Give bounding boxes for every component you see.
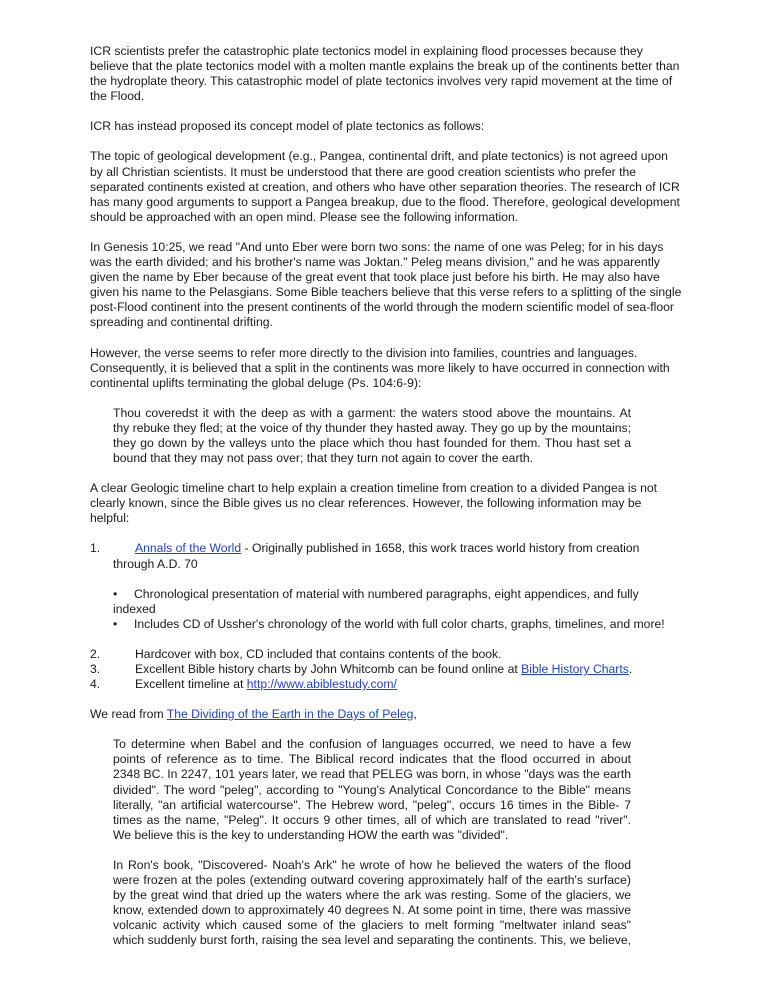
bullet-item bbox=[113, 617, 682, 632]
list-number: 4. bbox=[90, 677, 101, 692]
punctuation: . bbox=[628, 662, 633, 676]
list-item-text: - Originally published in 1658, this work traces world history from creation through A.D. 70 bbox=[113, 541, 640, 571]
list-item-4 bbox=[90, 677, 682, 692]
abiblestudy-link[interactable]: http://www.abiblestudy.com/ bbox=[246, 677, 397, 692]
bullet-list bbox=[113, 587, 682, 632]
list-item-3 bbox=[90, 662, 682, 677]
quote-rons-book: In Ron's book, "Discovered- Noah's Ark" he wrote of how he believed the waters of the flood were frozen at the poles (extending outward covering approximately half of the earth's surface) by the great wind that dried up the waters where the ark was resting. Some of the glaciers, we know, extended down to approximately 40 degrees N. At some point in time, there was massive volcanic activity which caused some of the glaciers to melt forming "meltwater inland seas" which suddenly burst forth, raising the sea level and separating the continents. This, we believe, bbox=[113, 857, 631, 948]
list-item-2 bbox=[90, 647, 682, 662]
bullet-icon: • bbox=[113, 616, 118, 631]
paragraph-timeline-chart: A clear Geologic timeline chart to help explain a creation timeline from creation to a divided Pangea is not clearly known, since the Bible gives us no clear references. However, the following information may be helpful: bbox=[90, 481, 658, 526]
annals-of-the-world-link[interactable]: Annals of the World bbox=[135, 541, 242, 556]
bullet-text: Includes CD of Ussher's chronology of the world with full color charts, graphs, timelines, and more! bbox=[134, 616, 665, 631]
bullet-text: Chronological presentation of material with numbered paragraphs, eight appendices, and fully indexed bbox=[113, 586, 639, 616]
bible-history-charts-link[interactable]: Bible History Charts bbox=[521, 662, 629, 676]
paragraph-however: However, the verse seems to refer more directly to the division into families, countries and languages. Consequently, it is believed that a split in the continents was more likely to have occurred in connection with continental uplifts terminating the global deluge (Ps. 104:6-9): bbox=[90, 345, 670, 390]
list-item-text: Excellent Bible history charts by John Whitcomb can be found online at bbox=[135, 662, 522, 676]
document-page bbox=[90, 44, 682, 964]
paragraph-icr-proposed: ICR has instead proposed its concept model of plate tectonics as follows: bbox=[90, 119, 485, 134]
list-item-text: Excellent timeline at bbox=[135, 677, 247, 692]
intro-text: We read from bbox=[90, 707, 167, 722]
punctuation: , bbox=[413, 707, 417, 722]
list-item-text: Hardcover with box, CD included that contains contents of the book. bbox=[135, 646, 502, 661]
numbered-list bbox=[90, 647, 682, 692]
list-number: 1. bbox=[90, 541, 101, 556]
list-number: 3. bbox=[90, 662, 101, 676]
paragraph-geological-development: The topic of geological development (e.g., Pangea, continental drift, and plate tectonics) is not agreed upon by all Christian scientists. It must be understood that there are good creation scientists who prefer the separated continents existed at creation, and others who have other separation theories. The research of ICR has many good arguments to support a Pangea breakup, due to the flood. Therefore, geological development should be approached with an open mind. Please see the following information. bbox=[90, 149, 680, 224]
paragraph-genesis: In Genesis 10:25, we read "And unto Eber were born two sons: the name of one was Peleg; for in his days was the earth divided; and his brother's name was Joktan." Peleg means division," and he was apparently given the name by Eber because of the great event that took place just before his birth. He may also have given his name to the Pelasgians. Some Bible teachers believe that this verse refers to a splitting of the single post-Flood continent into the present continents of the world through the modern scientific model of sea-floor spreading and continental drifting. bbox=[90, 239, 682, 330]
paragraph-we-read-from bbox=[90, 707, 682, 722]
dividing-of-earth-link[interactable]: The Dividing of the Earth in the Days of Peleg bbox=[166, 707, 414, 722]
paragraph-icr-catastrophic: ICR scientists prefer the catastrophic plate tectonics model in explaining flood processes because they believe that the plate tectonics model with a molten mantle explains the break up of the continents better than the hydroplate theory. This catastrophic model of plate tectonics involves very rapid movement at the time of the Flood. bbox=[90, 44, 680, 104]
quote-babel: To determine when Babel and the confusion of languages occurred, we need to have a few points of reference as to time. The Biblical record indicates that the flood occurred in about 2348 BC. In 2247, 101 years later, we read that PELEG was born, in whose "days was the earth divided". The word "peleg", according to "Young's Analytical Concordance to the Bible" means literally, "an artificial watercourse". The Hebrew word, "peleg", occurs 16 times in the Bible- 7 times as the name, "Peleg". It occurs 9 other times, all of which are translated to read "river". We believe this is the key to understanding HOW the earth was "divided". bbox=[113, 737, 631, 842]
list-item-1 bbox=[90, 541, 682, 571]
bullet-item bbox=[113, 587, 682, 617]
quote-psalm: Thou coveredst it with the deep as with a garment: the waters stood above the mountains. At thy rebuke they fled; at the voice of thy thunder they hasted away. They go up by the mountains; they go down by the valleys unto the place which thou hast founded for them. Thou hast set a bound that they may not pass over; that they turn not again to cover the earth. bbox=[113, 405, 631, 466]
bullet-icon: • bbox=[113, 586, 118, 601]
list-number: 2. bbox=[90, 646, 101, 661]
